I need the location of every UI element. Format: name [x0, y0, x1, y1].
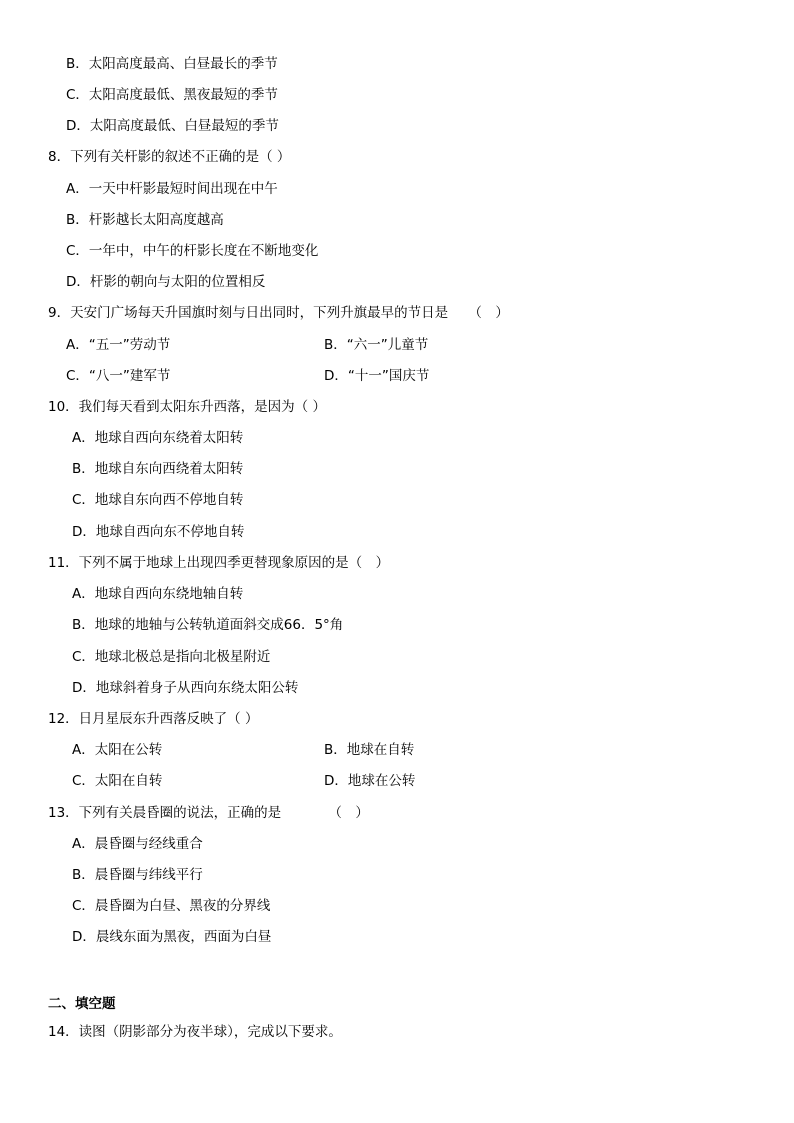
q9-option-a: A．“五一”劳动节	[66, 337, 171, 353]
section-title-fill-in: 二、填空题	[48, 996, 116, 1012]
q12-option-b: B．地球在自转	[324, 742, 415, 758]
q8-option-a: A．一天中杆影最短时间出现在中午	[66, 181, 278, 197]
q10-option-d: D．地球自西向东不停地自转	[72, 524, 245, 540]
q11-option-c: C．地球北极总是指向北极星附近	[72, 649, 271, 665]
q9-stem: 9．天安门广场每天升国旗时刻与日出同时，下列升旗最早的节日是 （ ）	[48, 305, 509, 321]
q8-stem: 8．下列有关杆影的叙述不正确的是（ ）	[48, 149, 291, 165]
q11-option-b: B．地球的地轴与公转轨道面斜交成66．5°角	[72, 617, 344, 633]
q13-option-b: B．晨昏圈与纬线平行	[72, 867, 203, 883]
q10-option-c: C．地球自东向西不停地自转	[72, 492, 244, 508]
q12-stem: 12．日月星辰东升西落反映了（ ）	[48, 711, 259, 727]
q8-option-c: C．一年中，中午的杆影长度在不断地变化	[66, 243, 319, 259]
q7-option-d: D．太阳高度最低、白昼最短的季节	[66, 118, 279, 134]
q10-stem: 10．我们每天看到太阳东升西落，是因为（ ）	[48, 399, 326, 415]
q11-option-a: A．地球自西向东绕地轴自转	[72, 586, 244, 602]
q10-option-b: B．地球自东向西绕着太阳转	[72, 461, 244, 477]
q8-option-b: B．杆影越长太阳高度越高	[66, 212, 224, 228]
q11-option-d: D．地球斜着身子从西向东绕太阳公转	[72, 680, 299, 696]
q13-stem: 13．下列有关晨昏圈的说法，正确的是 （ ）	[48, 805, 369, 821]
q9-option-c: C．“八一”建军节	[66, 368, 171, 384]
q7-option-b: B．太阳高度最高、白昼最长的季节	[66, 56, 278, 72]
q9-option-d: D．“十一”国庆节	[324, 368, 430, 384]
q13-option-d: D．晨线东面为黑夜，西面为白昼	[72, 929, 272, 945]
q13-option-a: A．晨昏圈与经线重合	[72, 836, 203, 852]
q10-option-a: A．地球自西向东绕着太阳转	[72, 430, 244, 446]
q13-option-c: C．晨昏圈为白昼、黑夜的分界线	[72, 898, 271, 914]
q11-stem: 11．下列不属于地球上出现四季更替现象原因的是（ ）	[48, 555, 390, 571]
q14-stem: 14．读图（阴影部分为夜半球），完成以下要求。	[48, 1024, 342, 1040]
q7-option-c: C．太阳高度最低、黑夜最短的季节	[66, 87, 278, 103]
q9-option-b: B．“六一”儿童节	[324, 337, 429, 353]
q12-option-c: C．太阳在自转	[72, 773, 163, 789]
q12-option-d: D．地球在公转	[324, 773, 416, 789]
q8-option-d: D．杆影的朝向与太阳的位置相反	[66, 274, 266, 290]
q12-option-a: A．太阳在公转	[72, 742, 163, 758]
